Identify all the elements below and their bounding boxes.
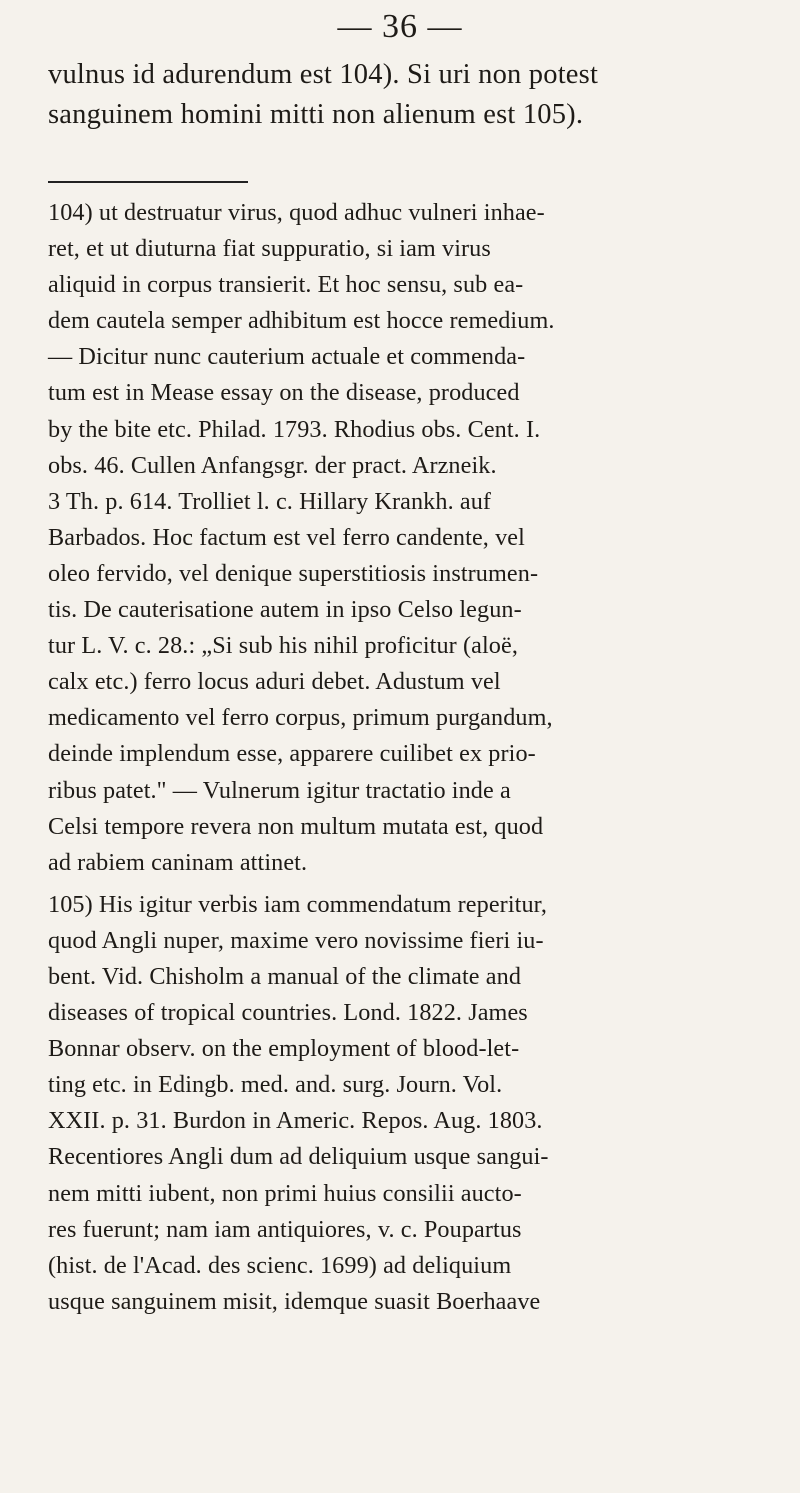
footnote-line: tum est in Mease essay on the disease, produced bbox=[48, 379, 520, 407]
footnote-line: (hist. de l'Acad. des scienc. 1699) ad deliquium bbox=[48, 1251, 512, 1279]
main-text-line: vulnus id adurendum est 104). Si uri non potest bbox=[48, 59, 599, 90]
footnote-line: Bonnar observ. on the employment of blood-let- bbox=[48, 1035, 520, 1063]
footnote-105 bbox=[48, 887, 766, 1320]
main-text bbox=[48, 55, 768, 135]
footnote-line: — Dicitur nunc cauterium actuale et commenda- bbox=[48, 343, 526, 371]
footnote-line: obs. 46. Cullen Anfangsgr. der pract. Arzneik. bbox=[48, 451, 497, 479]
footnote-line: oleo fervido, vel denique superstitiosis instrumen- bbox=[48, 559, 539, 587]
footnote-line: dem cautela semper adhibitum est hocce remedium. bbox=[48, 307, 555, 335]
footnote-line: Recentiores Angli dum ad deliquium usque sangui- bbox=[48, 1143, 549, 1171]
footnotes bbox=[48, 195, 766, 1326]
footnote-line: nem mitti iubent, non primi huius consilii aucto- bbox=[48, 1179, 522, 1207]
footnote-line: res fuerunt; nam iam antiquiores, v. c. Poupartus bbox=[48, 1215, 522, 1243]
footnote-line: 3 Th. p. 614. Trolliet l. c. Hillary Krankh. auf bbox=[48, 487, 492, 515]
footnote-line: Celsi tempore revera non multum mutata est, quod bbox=[48, 812, 544, 840]
footnote-line: 104) ut destruatur virus, quod adhuc vulneri inhae- bbox=[48, 199, 545, 226]
footnote-line: bent. Vid. Chisholm a manual of the climate and bbox=[48, 962, 522, 990]
footnote-line: aliquid in corpus transierit. Et hoc sensu, sub ea- bbox=[48, 271, 524, 299]
footnote-line: ad rabiem caninam attinet. bbox=[48, 848, 308, 876]
footnote-line: 105) His igitur verbis iam commendatum reperitur, bbox=[48, 890, 547, 918]
footnote-line: diseases of tropical countries. Lond. 1822. James bbox=[48, 999, 528, 1027]
main-text-line: sanguinem homini mitti non alienum est 105). bbox=[48, 98, 584, 130]
footnote-line: ting etc. in Edingb. med. and. surg. Journ. Vol. bbox=[48, 1071, 503, 1099]
footnote-line: tis. De cauterisatione autem in ipso Celso legun- bbox=[48, 596, 522, 624]
footnote-line: ribus patet." — Vulnerum igitur tractatio inde a bbox=[48, 776, 511, 804]
footnote-line: calx etc.) ferro locus aduri debet. Adustum vel bbox=[48, 668, 501, 696]
footnote-line: tur L. V. c. 28.: „Si sub his nihil proficitur (aloë, bbox=[48, 632, 518, 660]
footnote-divider bbox=[48, 181, 248, 183]
footnote-line: XXII. p. 31. Burdon in Americ. Repos. Aug. 1803. bbox=[48, 1107, 543, 1135]
footnote-line: by the bite etc. Philad. 1793. Rhodius obs. Cent. I. bbox=[48, 415, 541, 443]
footnote-104 bbox=[48, 195, 766, 881]
footnote-line: usque sanguinem misit, idemque suasit Boerhaave bbox=[48, 1287, 541, 1315]
footnote-line: Barbados. Hoc factum est vel ferro candente, vel bbox=[48, 523, 525, 551]
footnote-line: quod Angli nuper, maxime vero novissime fieri iu- bbox=[48, 926, 544, 954]
footnote-line: deinde implendum esse, apparere cuilibet ex prio- bbox=[48, 740, 536, 768]
footnote-line: medicamento vel ferro corpus, primum purgandum, bbox=[48, 704, 553, 732]
footnote-line: ret, et ut diuturna fiat suppuratio, si iam virus bbox=[48, 235, 491, 263]
page-number: — 36 — bbox=[337, 8, 463, 45]
